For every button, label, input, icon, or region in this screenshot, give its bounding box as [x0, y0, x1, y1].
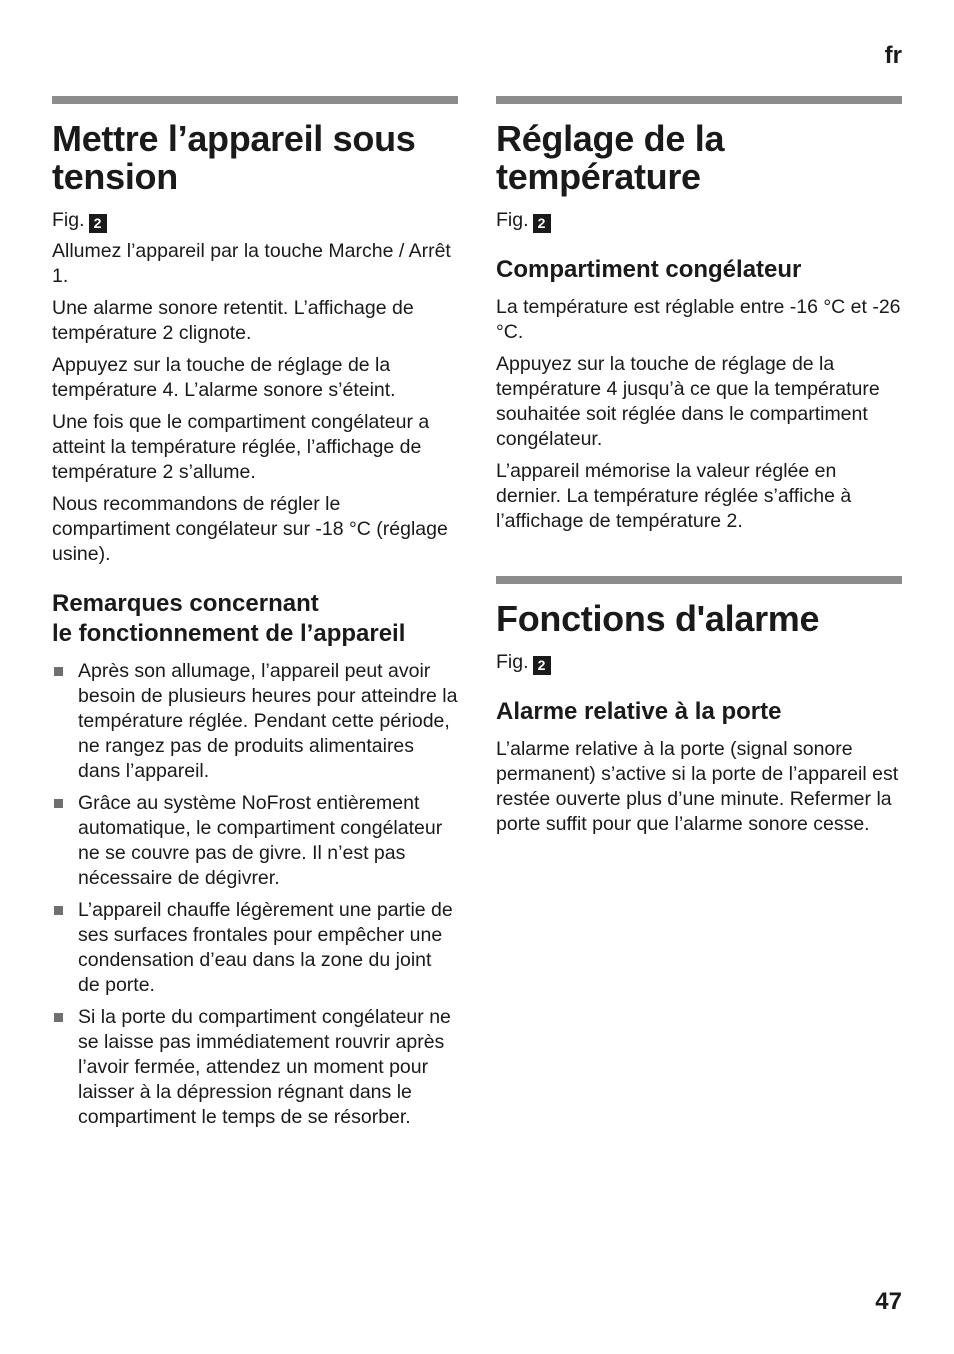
list-item	[52, 791, 458, 891]
list-item	[52, 659, 458, 784]
subsection-title	[52, 589, 458, 649]
paragraph: Allumez l’appareil par la touche Marche / Arrêt 1.	[52, 240, 451, 287]
section-title: Mettre l’appareil sous tension	[52, 118, 416, 197]
subtitle-line: le fonctionnement de l’appareil	[52, 620, 406, 647]
section-power-on	[52, 96, 458, 1137]
figure-reference	[496, 650, 902, 675]
paragraph: Appuyez sur la touche de réglage de la température 4. L’alarme sonore s’éteint.	[52, 354, 396, 401]
language-indicator: fr	[884, 42, 902, 69]
fig-number-badge: 2	[89, 214, 107, 233]
list-item	[52, 1005, 458, 1130]
paragraph: Appuyez sur la touche de réglage de la température 4 jusqu’à ce que la température souhaitée soit réglée dans le compartiment congélateur.	[496, 353, 880, 450]
title-line: température	[496, 156, 701, 197]
title-line: Réglage de la	[496, 118, 725, 159]
fig-number-badge: 2	[533, 214, 551, 233]
paragraph: Nous recommandons de régler le compartiment congélateur sur -18 °C (réglage usine).	[52, 493, 448, 565]
square-bullet-icon	[54, 667, 63, 676]
list-item-text: Grâce au système NoFrost entièrement automatique, le compartiment congélateur ne se couvre pas de givre. Il n’est pas nécessaire de dégivrer.	[78, 792, 443, 889]
subsection-title: Alarme relative à la porte	[496, 698, 782, 725]
list-item	[52, 898, 458, 998]
list-item-text: Après son allumage, l’appareil peut avoir besoin de plusieurs heures pour atteindre la température réglée. Pendant cette période, ne rangez pas de produits alimentaires dans l’appareil.	[78, 660, 458, 782]
figure-reference	[496, 208, 902, 233]
notes-list	[52, 659, 458, 1130]
fig-number-badge: 2	[533, 656, 551, 675]
page-number: 47	[875, 1288, 902, 1315]
fig-label: Fig.	[496, 651, 529, 673]
square-bullet-icon	[54, 906, 63, 915]
square-bullet-icon	[54, 1013, 63, 1022]
list-item-text: Si la porte du compartiment congélateur ne se laisse pas immédiatement rouvrir après l’avoir fermée, attendez un moment pour laisser à la dépression régnant dans le compartiment le temps de se résorber.	[78, 1006, 451, 1128]
paragraph: L’appareil mémorise la valeur réglée en dernier. La température réglée s’affiche à l’affichage de température 2.	[496, 460, 852, 532]
fig-label: Fig.	[496, 209, 529, 231]
section-alarm	[496, 576, 902, 837]
figure-reference	[52, 208, 458, 233]
section-title: Fonctions d'alarme	[496, 598, 820, 639]
paragraph: Une alarme sonore retentit. L’affichage de température 2 clignote.	[52, 297, 414, 344]
section-rule	[52, 96, 458, 104]
right-column	[496, 96, 902, 844]
section-rule	[496, 96, 902, 104]
square-bullet-icon	[54, 799, 63, 808]
paragraph: Une fois que le compartiment congélateur a atteint la température réglée, l’affichage de température 2 s’allume.	[52, 411, 430, 483]
subtitle-line: Remarques concernant	[52, 590, 319, 617]
section-rule	[496, 576, 902, 584]
list-item-text: L’appareil chauffe légèrement une partie de ses surfaces frontales pour empêcher une condensation d’eau dans la zone du joint de porte.	[78, 899, 453, 996]
section-title	[496, 120, 902, 196]
paragraph: La température est réglable entre -16 °C et -26 °C.	[496, 296, 901, 343]
paragraph: L’alarme relative à la porte (signal sonore permanent) s’active si la porte de l’appareil est restée ouverte plus d’une minute. Refermer la porte suffit pour que l’alarme sonore cesse.	[496, 738, 899, 835]
section-temperature	[496, 96, 902, 534]
subsection-title: Compartiment congélateur	[496, 256, 802, 283]
fig-label: Fig.	[52, 209, 85, 231]
